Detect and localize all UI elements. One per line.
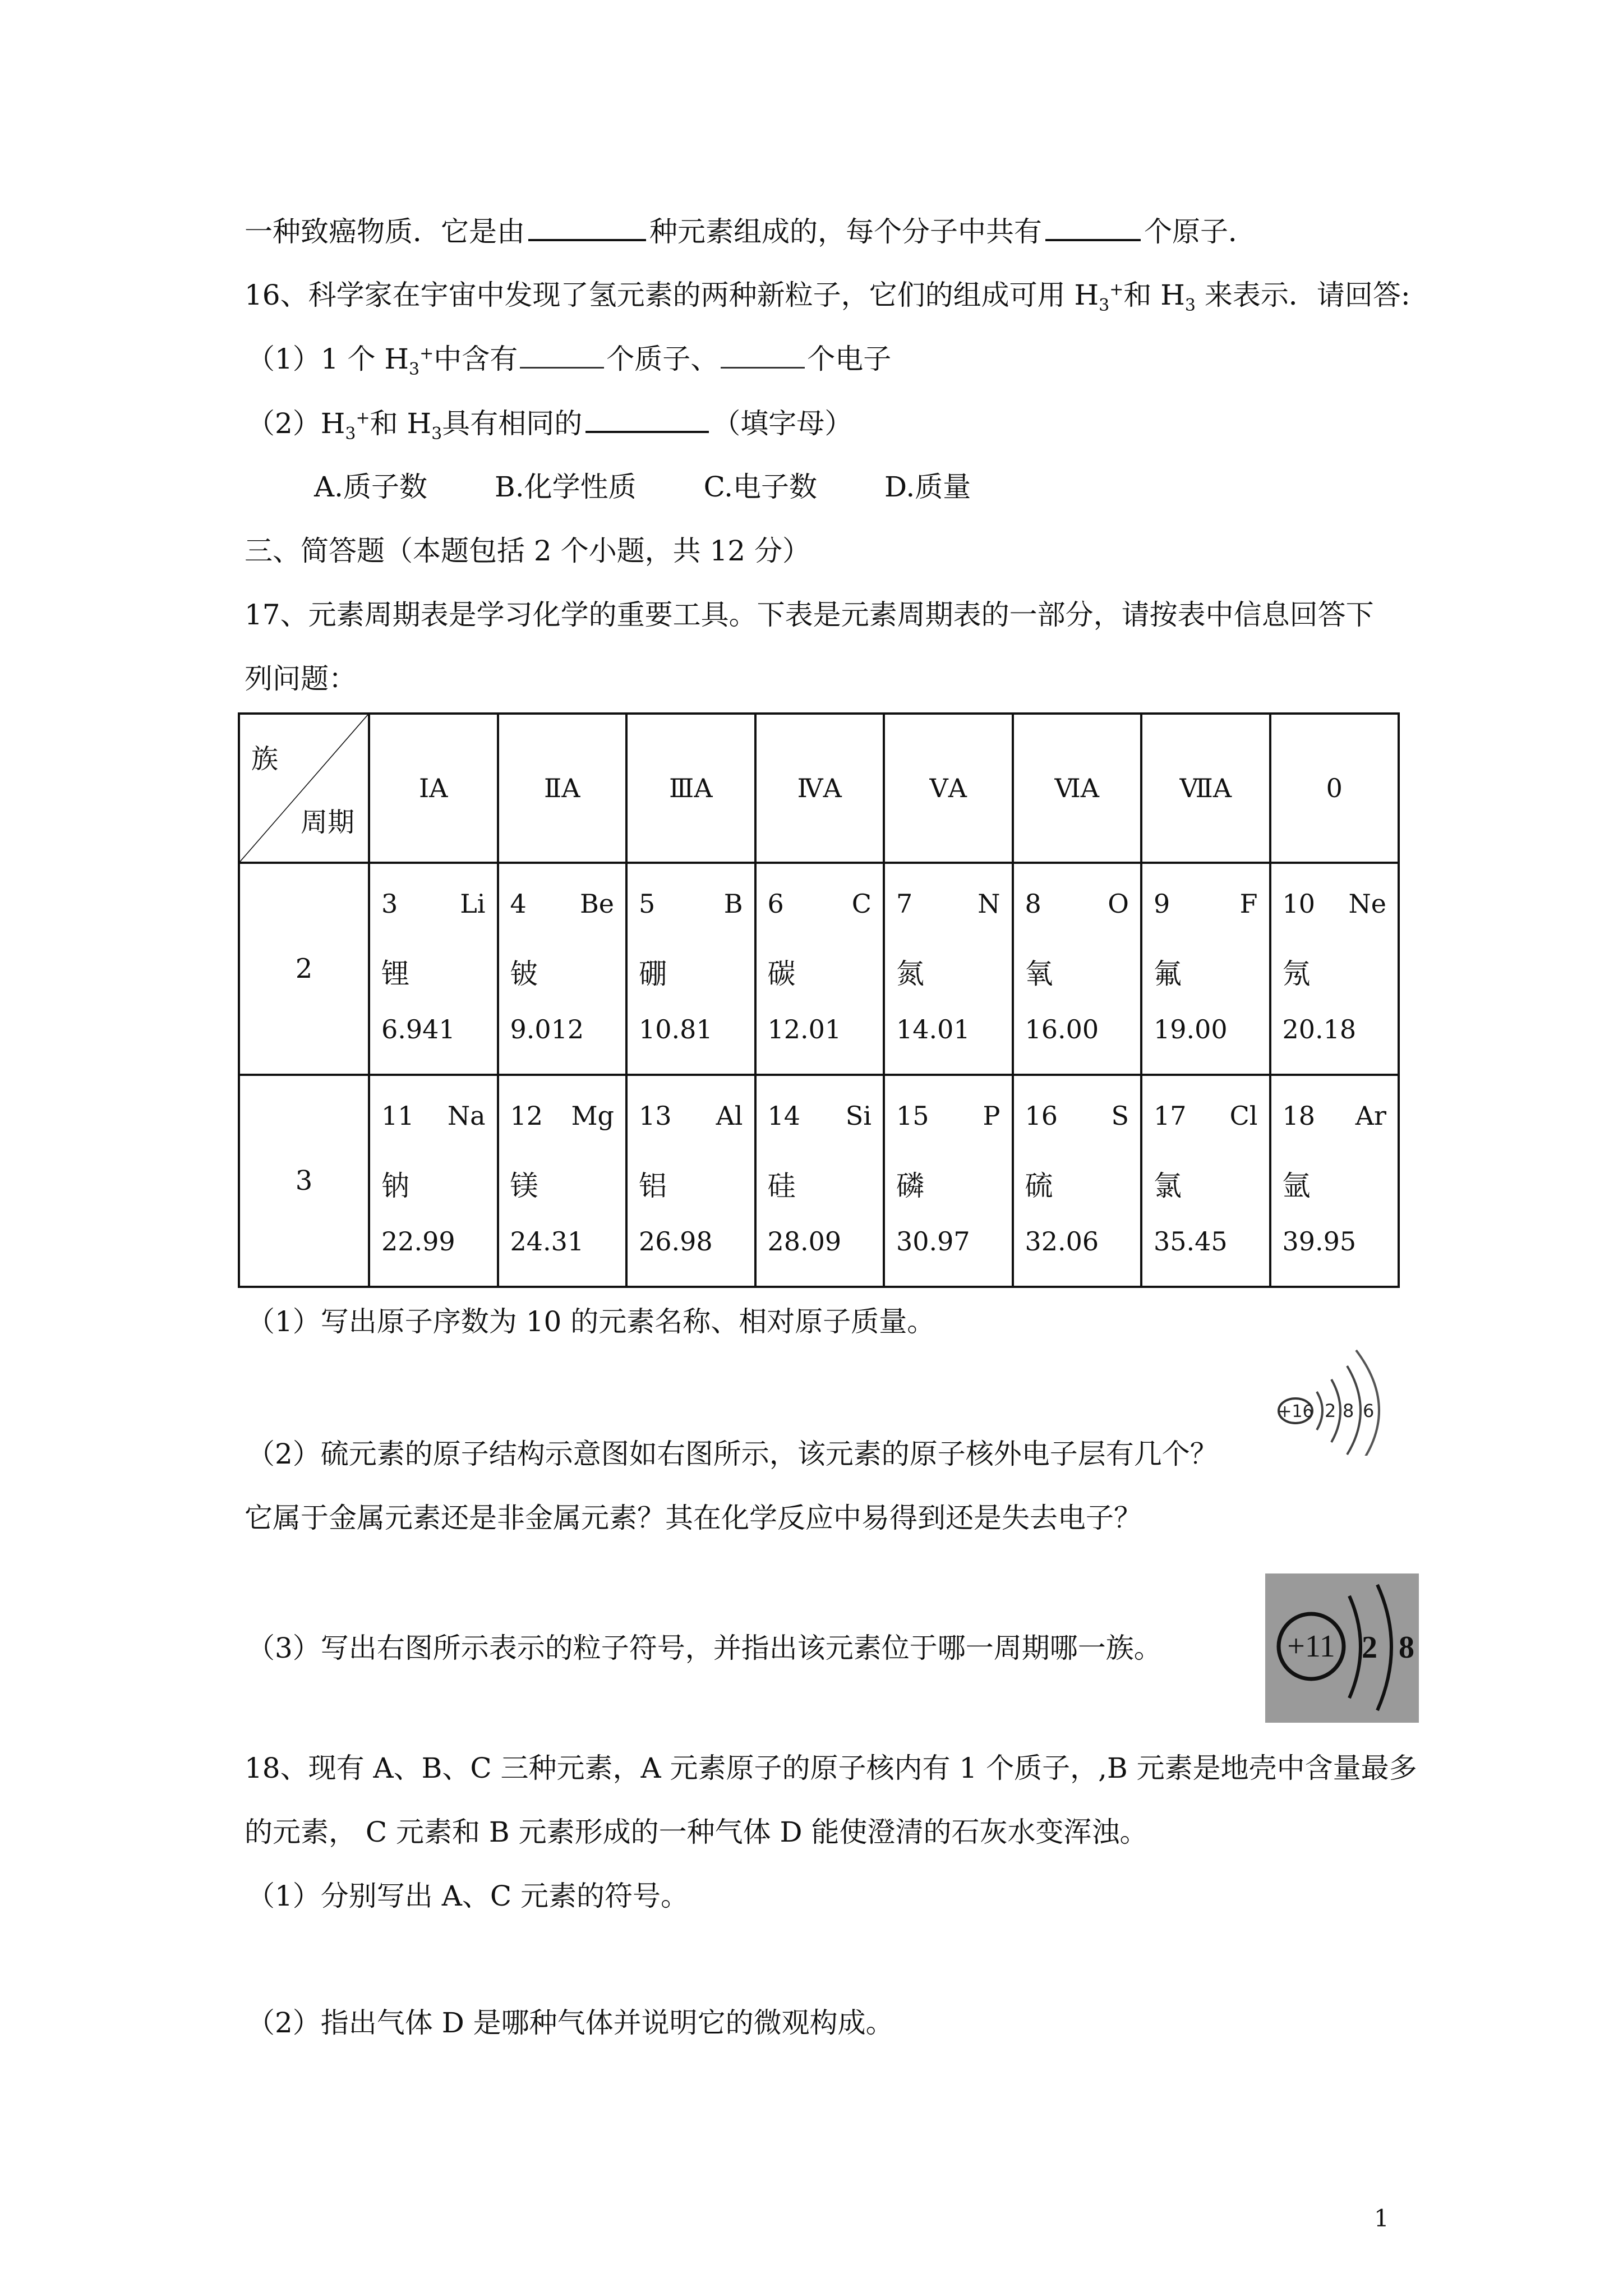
element-cell xyxy=(369,1075,498,1287)
element-cell xyxy=(1270,1075,1399,1287)
element-symbol: B xyxy=(723,889,743,919)
element-name: 铝 xyxy=(639,1170,667,1202)
atomic-mass: 12.01 xyxy=(767,1014,842,1045)
corner-cell xyxy=(239,714,369,863)
atomic-mass: 26.98 xyxy=(639,1226,713,1257)
element-cell xyxy=(626,1075,755,1287)
element-cell xyxy=(755,1075,884,1287)
element-cell xyxy=(884,1075,1013,1287)
group-header: 0 xyxy=(1270,714,1399,863)
section-title: 三、简答题（本题包括 2 个小题，共 12 分） xyxy=(245,535,811,567)
table-row-period-2 xyxy=(239,863,1399,1075)
element-cell xyxy=(498,1075,627,1287)
element-name: 氖 xyxy=(1282,958,1311,990)
group-header: ⅣA xyxy=(755,714,884,863)
shell-electrons: 6 xyxy=(1363,1400,1375,1421)
q16-stem-b: 和 H xyxy=(1123,279,1185,311)
element-symbol: Ne xyxy=(1348,889,1386,919)
atomic-mass: 9.012 xyxy=(510,1014,584,1045)
periodic-table xyxy=(238,712,1400,1288)
element-symbol: Li xyxy=(460,889,486,919)
shell-electrons: 2 xyxy=(1362,1630,1377,1665)
answer-blank[interactable] xyxy=(528,213,646,241)
q17-sub2-line2: 它属于金属元素还是非金属元素？其在化学反应中易得到还是失去电子？ xyxy=(245,1502,1142,1534)
element-symbol: Mg xyxy=(571,1101,614,1131)
element-name: 锂 xyxy=(381,958,409,990)
element-symbol: C xyxy=(851,889,872,919)
atomic-mass: 6.941 xyxy=(381,1014,455,1045)
element-symbol: F xyxy=(1239,889,1258,919)
option-c: C.电子数 xyxy=(703,471,818,503)
answer-blank[interactable] xyxy=(1045,213,1141,241)
element-symbol: Ar xyxy=(1355,1101,1386,1131)
atomic-number: 15 xyxy=(896,1101,929,1131)
atomic-mass: 22.99 xyxy=(381,1226,455,1257)
atomic-mass: 10.81 xyxy=(639,1014,713,1045)
q17-sub2-line1: （2）硫元素的原子结构示意图如右图所示，该元素的原子核外电子层有几个？ xyxy=(247,1438,1218,1470)
element-name: 镁 xyxy=(510,1170,538,1202)
element-cell xyxy=(369,863,498,1075)
q15-text-a: 一种致癌物质．它是由 xyxy=(245,215,525,248)
atomic-mass: 32.06 xyxy=(1025,1226,1099,1257)
page-number: 1 xyxy=(1374,2205,1389,2232)
q18-sub1: （1）分别写出 A、C 元素的符号。 xyxy=(247,1880,689,1912)
element-cell xyxy=(1013,1075,1142,1287)
element-name: 硅 xyxy=(767,1170,796,1202)
element-cell xyxy=(884,863,1013,1075)
atomic-mass: 16.00 xyxy=(1025,1014,1099,1045)
atomic-number: 10 xyxy=(1282,889,1316,919)
q16-sub2: $(2)H_3^+$和 $H_3$具有相同的 （填字母） xyxy=(247,405,852,441)
atomic-number: 3 xyxy=(381,889,398,919)
corner-group-label: 族 xyxy=(251,743,279,775)
q15-tail-line xyxy=(245,213,1256,250)
q16-stem: 16、科学家在宇宙中发现了氢元素的两种新粒子，它们的组成可用 $H_3^+$和 $H_3$ 来表示．请回答: xyxy=(245,279,1410,315)
element-name: 碳 xyxy=(767,958,796,990)
q16-stem-c: 来表示．请回答: xyxy=(1195,279,1410,311)
answer-blank[interactable] xyxy=(721,342,805,369)
element-name: 氮 xyxy=(896,958,924,990)
shell-electrons: 2 xyxy=(1325,1400,1336,1421)
q16-sub1-d: 个电子 xyxy=(807,343,892,375)
atomic-mass: 35.45 xyxy=(1154,1226,1228,1257)
element-cell xyxy=(498,863,627,1075)
atomic-number: 18 xyxy=(1282,1101,1316,1131)
element-symbol: O xyxy=(1108,889,1129,919)
element-symbol: N xyxy=(978,889,1000,919)
element-name: 氩 xyxy=(1282,1170,1311,1202)
element-cell xyxy=(1013,863,1142,1075)
element-name: 氯 xyxy=(1154,1170,1182,1202)
element-name: 氧 xyxy=(1025,958,1053,990)
q17-sub3: （3）写出右图所示表示的粒子符号，并指出该元素位于哪一周期哪一族。 xyxy=(247,1632,1162,1664)
table-row-period-3 xyxy=(239,1075,1399,1287)
atomic-mass: 14.01 xyxy=(896,1014,970,1045)
atomic-mass: 28.09 xyxy=(767,1226,842,1257)
q17-sub1: （1）写出原子序数为 10 的元素名称、相对原子质量。 xyxy=(247,1305,935,1338)
q16-sub2-a: （2）H xyxy=(247,407,345,440)
atomic-number: 4 xyxy=(510,889,527,919)
q16-sub1-c: 个质子、 xyxy=(606,343,719,375)
atomic-mass: 30.97 xyxy=(896,1226,970,1257)
q16-options xyxy=(314,469,971,505)
q15-text-c: 个原子． xyxy=(1144,215,1256,248)
sodium-particle-diagram xyxy=(1265,1573,1419,1723)
element-symbol: Be xyxy=(579,889,614,919)
element-cell xyxy=(626,863,755,1075)
atomic-number: 7 xyxy=(896,889,913,919)
period-label: 2 xyxy=(239,863,369,1075)
group-header: ⅤA xyxy=(884,714,1013,863)
element-cell xyxy=(1141,1075,1270,1287)
atomic-number: 16 xyxy=(1025,1101,1058,1131)
shell-electrons: 8 xyxy=(1399,1630,1414,1665)
corner-period-label: 周期 xyxy=(300,807,354,838)
group-header: ⅢA xyxy=(626,714,755,863)
q18-stem-line1: 18、现有 A、B、C 三种元素，A 元素原子的原子核内有 1 个质子，,B 元素是地壳中含量最多 xyxy=(245,1752,1417,1784)
nucleus-charge: +11 xyxy=(1287,1629,1335,1664)
atomic-mass: 20.18 xyxy=(1282,1014,1357,1045)
atomic-number: 8 xyxy=(1025,889,1041,919)
option-d: D.质量 xyxy=(884,471,971,503)
table-header-row xyxy=(239,714,1399,863)
period-label: 3 xyxy=(239,1075,369,1287)
q16-sub1: （1）1 个 $H_3^+$中含有 个质子、 个电子 xyxy=(247,343,892,379)
element-symbol: Cl xyxy=(1229,1101,1258,1131)
element-name: 氟 xyxy=(1154,958,1182,990)
atomic-number: 11 xyxy=(381,1101,414,1131)
element-name: 铍 xyxy=(510,958,538,990)
element-name: 磷 xyxy=(896,1170,924,1202)
q16-sub2-c: 具有相同的 xyxy=(442,407,583,440)
element-symbol: Na xyxy=(447,1101,486,1131)
atomic-mass: 19.00 xyxy=(1154,1014,1228,1045)
q17-stem-line2: 列问题： xyxy=(245,662,357,695)
sulfur-atom-diagram xyxy=(1273,1343,1396,1456)
element-cell xyxy=(1141,863,1270,1075)
group-header: ⅥA xyxy=(1013,714,1142,863)
q16-sub1-a: （1）1 个 H xyxy=(247,343,409,375)
q16-sub2-d: （填字母） xyxy=(712,407,853,440)
answer-blank[interactable] xyxy=(520,342,604,369)
q18-stem-line2: 的元素， C 元素和 B 元素形成的一种气体 D 能使澄清的石灰水变浑浊。 xyxy=(245,1816,1148,1848)
element-symbol: S xyxy=(1111,1101,1129,1131)
element-name: 钠 xyxy=(381,1170,409,1202)
group-header: ⅠA xyxy=(369,714,498,863)
element-cell xyxy=(1270,863,1399,1075)
atomic-number: 17 xyxy=(1154,1101,1187,1131)
particle-diagram-svg xyxy=(1265,1573,1419,1723)
q16-stem-a: 16、科学家在宇宙中发现了氢元素的两种新粒子，它们的组成可用 H xyxy=(245,279,1099,311)
element-symbol: P xyxy=(983,1101,1000,1131)
atomic-number: 13 xyxy=(639,1101,672,1131)
option-a: A.质子数 xyxy=(314,471,428,503)
element-name: 硼 xyxy=(639,958,667,990)
element-cell xyxy=(755,863,884,1075)
atomic-mass: 39.95 xyxy=(1282,1226,1357,1257)
nucleus-charge: +16 xyxy=(1278,1402,1313,1421)
atomic-number: 5 xyxy=(639,889,656,919)
q16-sub1-b: 中含有 xyxy=(434,343,518,375)
element-name: 硫 xyxy=(1025,1170,1053,1202)
q16-sub2-b: 和 H xyxy=(370,407,432,440)
q18-sub2: （2）指出气体 D 是哪种气体并说明它的微观构成。 xyxy=(247,2007,894,2039)
q15-text-b: 种元素组成的，每个分子中共有 xyxy=(649,215,1042,248)
element-symbol: Si xyxy=(845,1101,872,1131)
group-header: ⅡA xyxy=(498,714,627,863)
atomic-number: 14 xyxy=(767,1101,801,1131)
atomic-number: 9 xyxy=(1154,889,1170,919)
element-symbol: Al xyxy=(716,1101,743,1131)
option-b: B.化学性质 xyxy=(495,471,637,503)
group-header: ⅦA xyxy=(1141,714,1270,863)
answer-blank[interactable] xyxy=(585,405,709,433)
atomic-number: 6 xyxy=(767,889,784,919)
atomic-number: 12 xyxy=(510,1101,543,1131)
atomic-mass: 24.31 xyxy=(510,1226,584,1257)
shell-electrons: 8 xyxy=(1343,1400,1354,1421)
q17-stem-line1: 17、元素周期表是学习化学的重要工具。下表是元素周期表的一部分，请按表中信息回答下 xyxy=(245,599,1374,631)
